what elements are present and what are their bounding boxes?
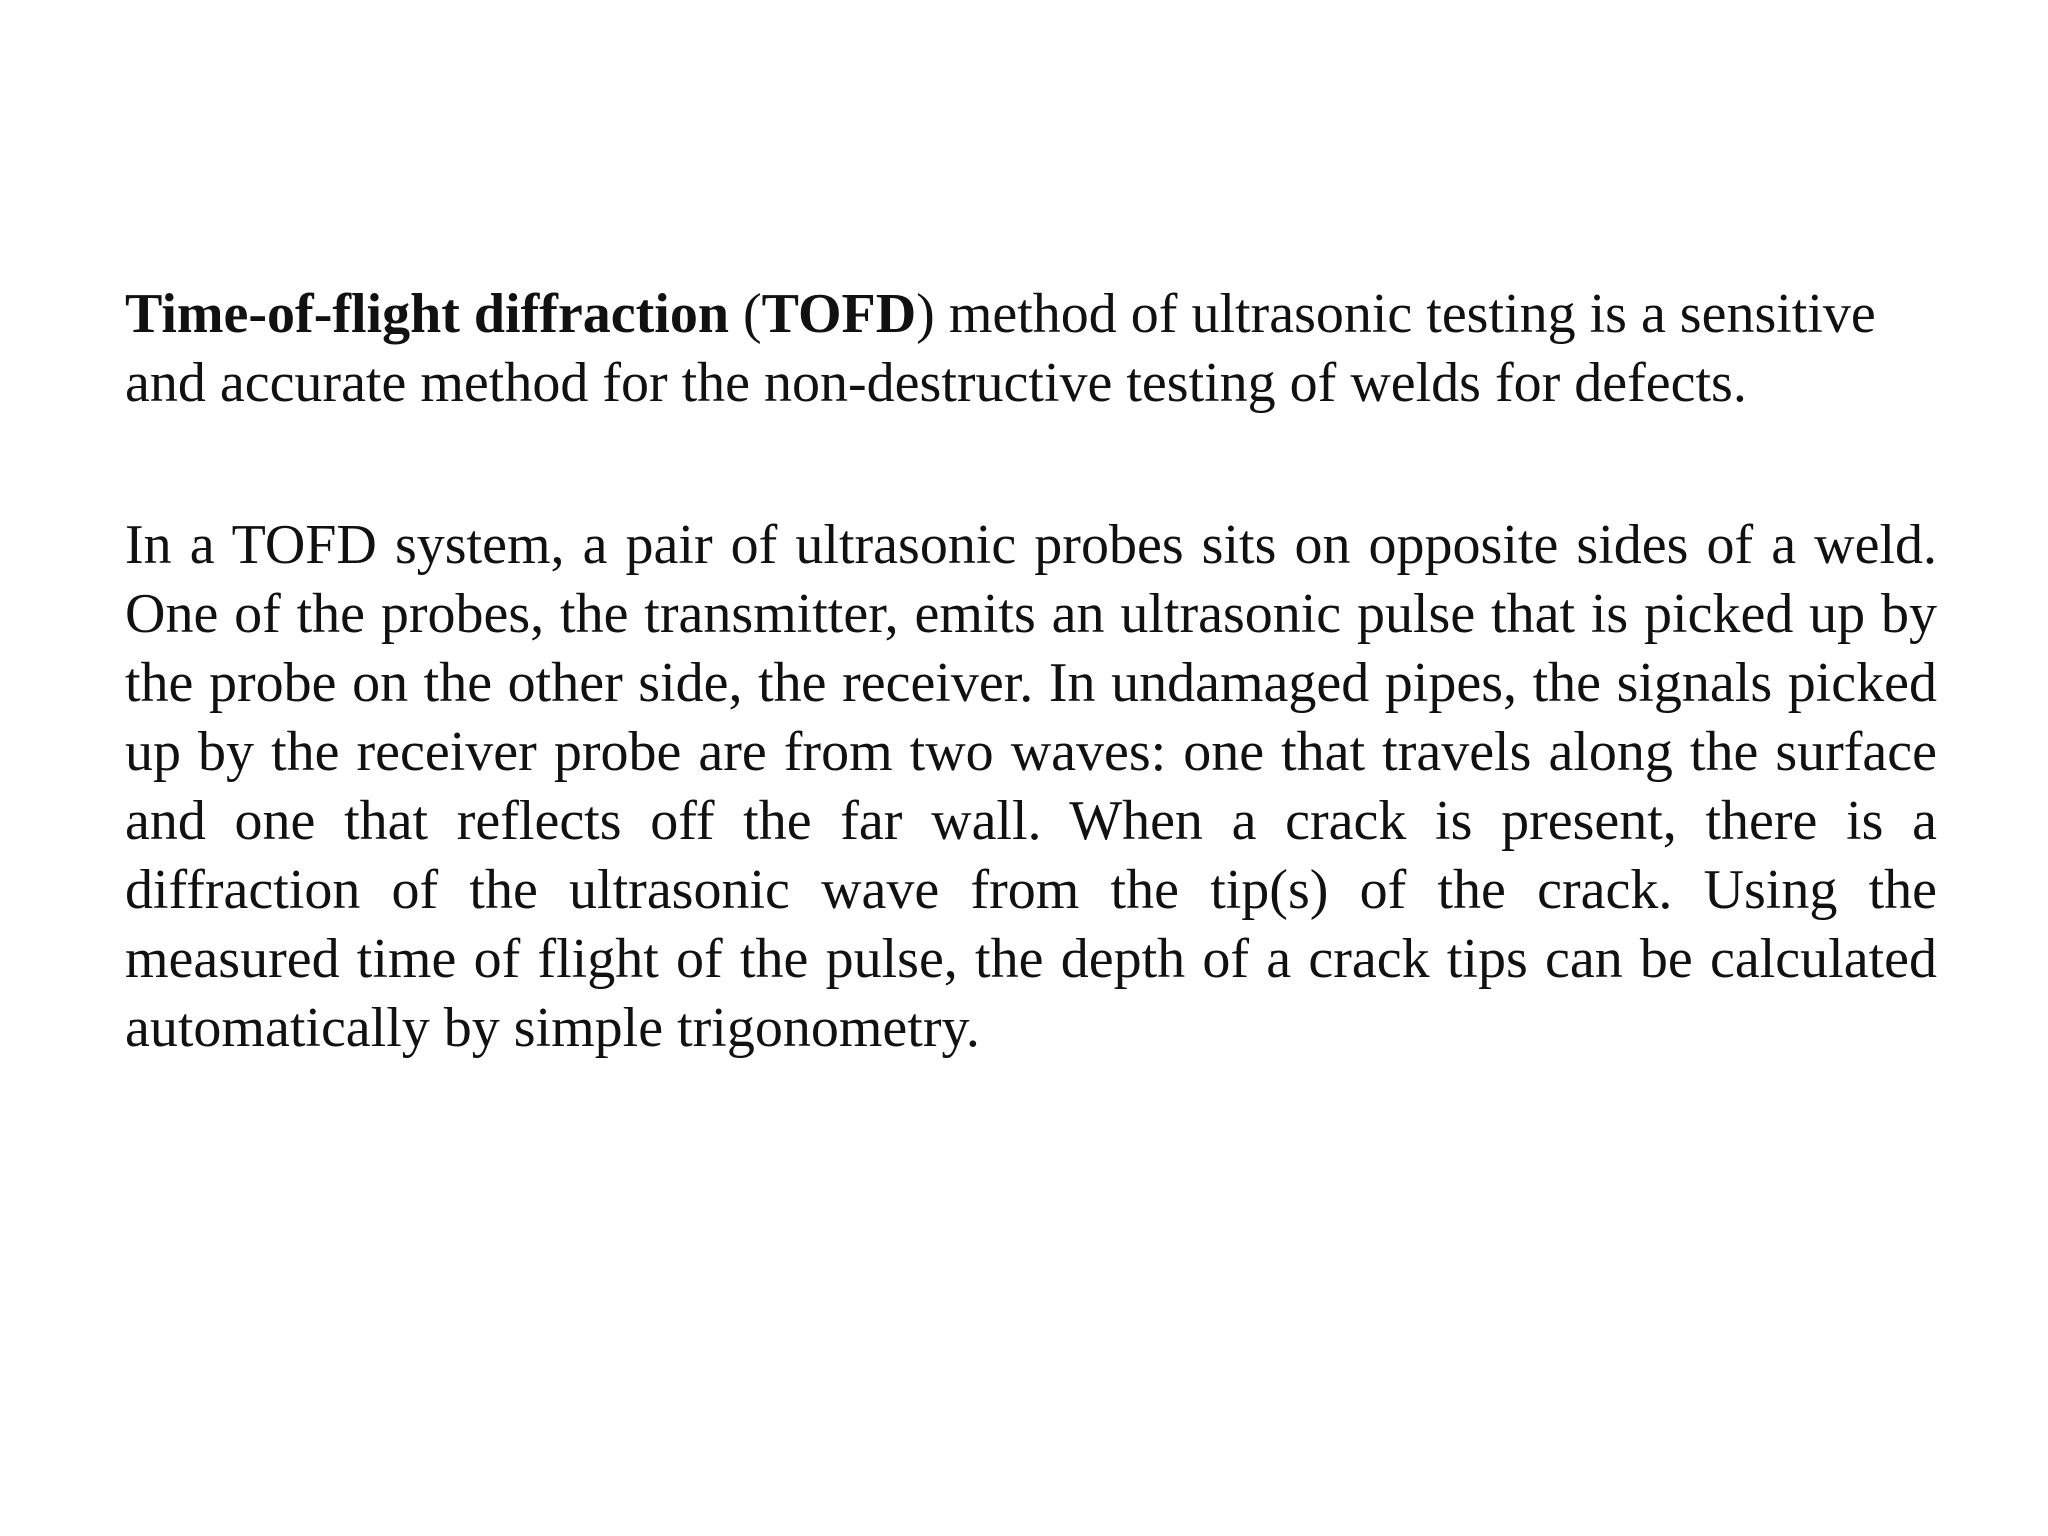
intro-paragraph: [125, 280, 1937, 418]
term-tofd-full: Time-of-flight diffraction: [125, 283, 729, 345]
intro-text: ) method of ultrasonic testing is a sensitive and accurate method for the non-destructive testing of welds for defects.: [125, 283, 1876, 414]
term-tofd-abbr: TOFD: [761, 283, 917, 345]
description-paragraph: In a TOFD system, a pair of ultrasonic probes sits on opposite sides of a weld. One of the probes, the transmitter, emits an ultrasonic pulse that is picked up by the probe on the other side, the receiver. In undamaged pipes, the signals picked up by the receiver probe are from two waves: one that travels along the surface and one that reflects off the far wall. When a crack is present, there is a diffraction of the ultrasonic wave from the tip(s) of the crack. Using the measured time of flight of the pulse, the depth of a crack tips can be calculated automatically by simple trigonometry.: [125, 514, 1937, 1059]
document-body: [125, 280, 1937, 1063]
paren-open: (: [728, 283, 762, 345]
